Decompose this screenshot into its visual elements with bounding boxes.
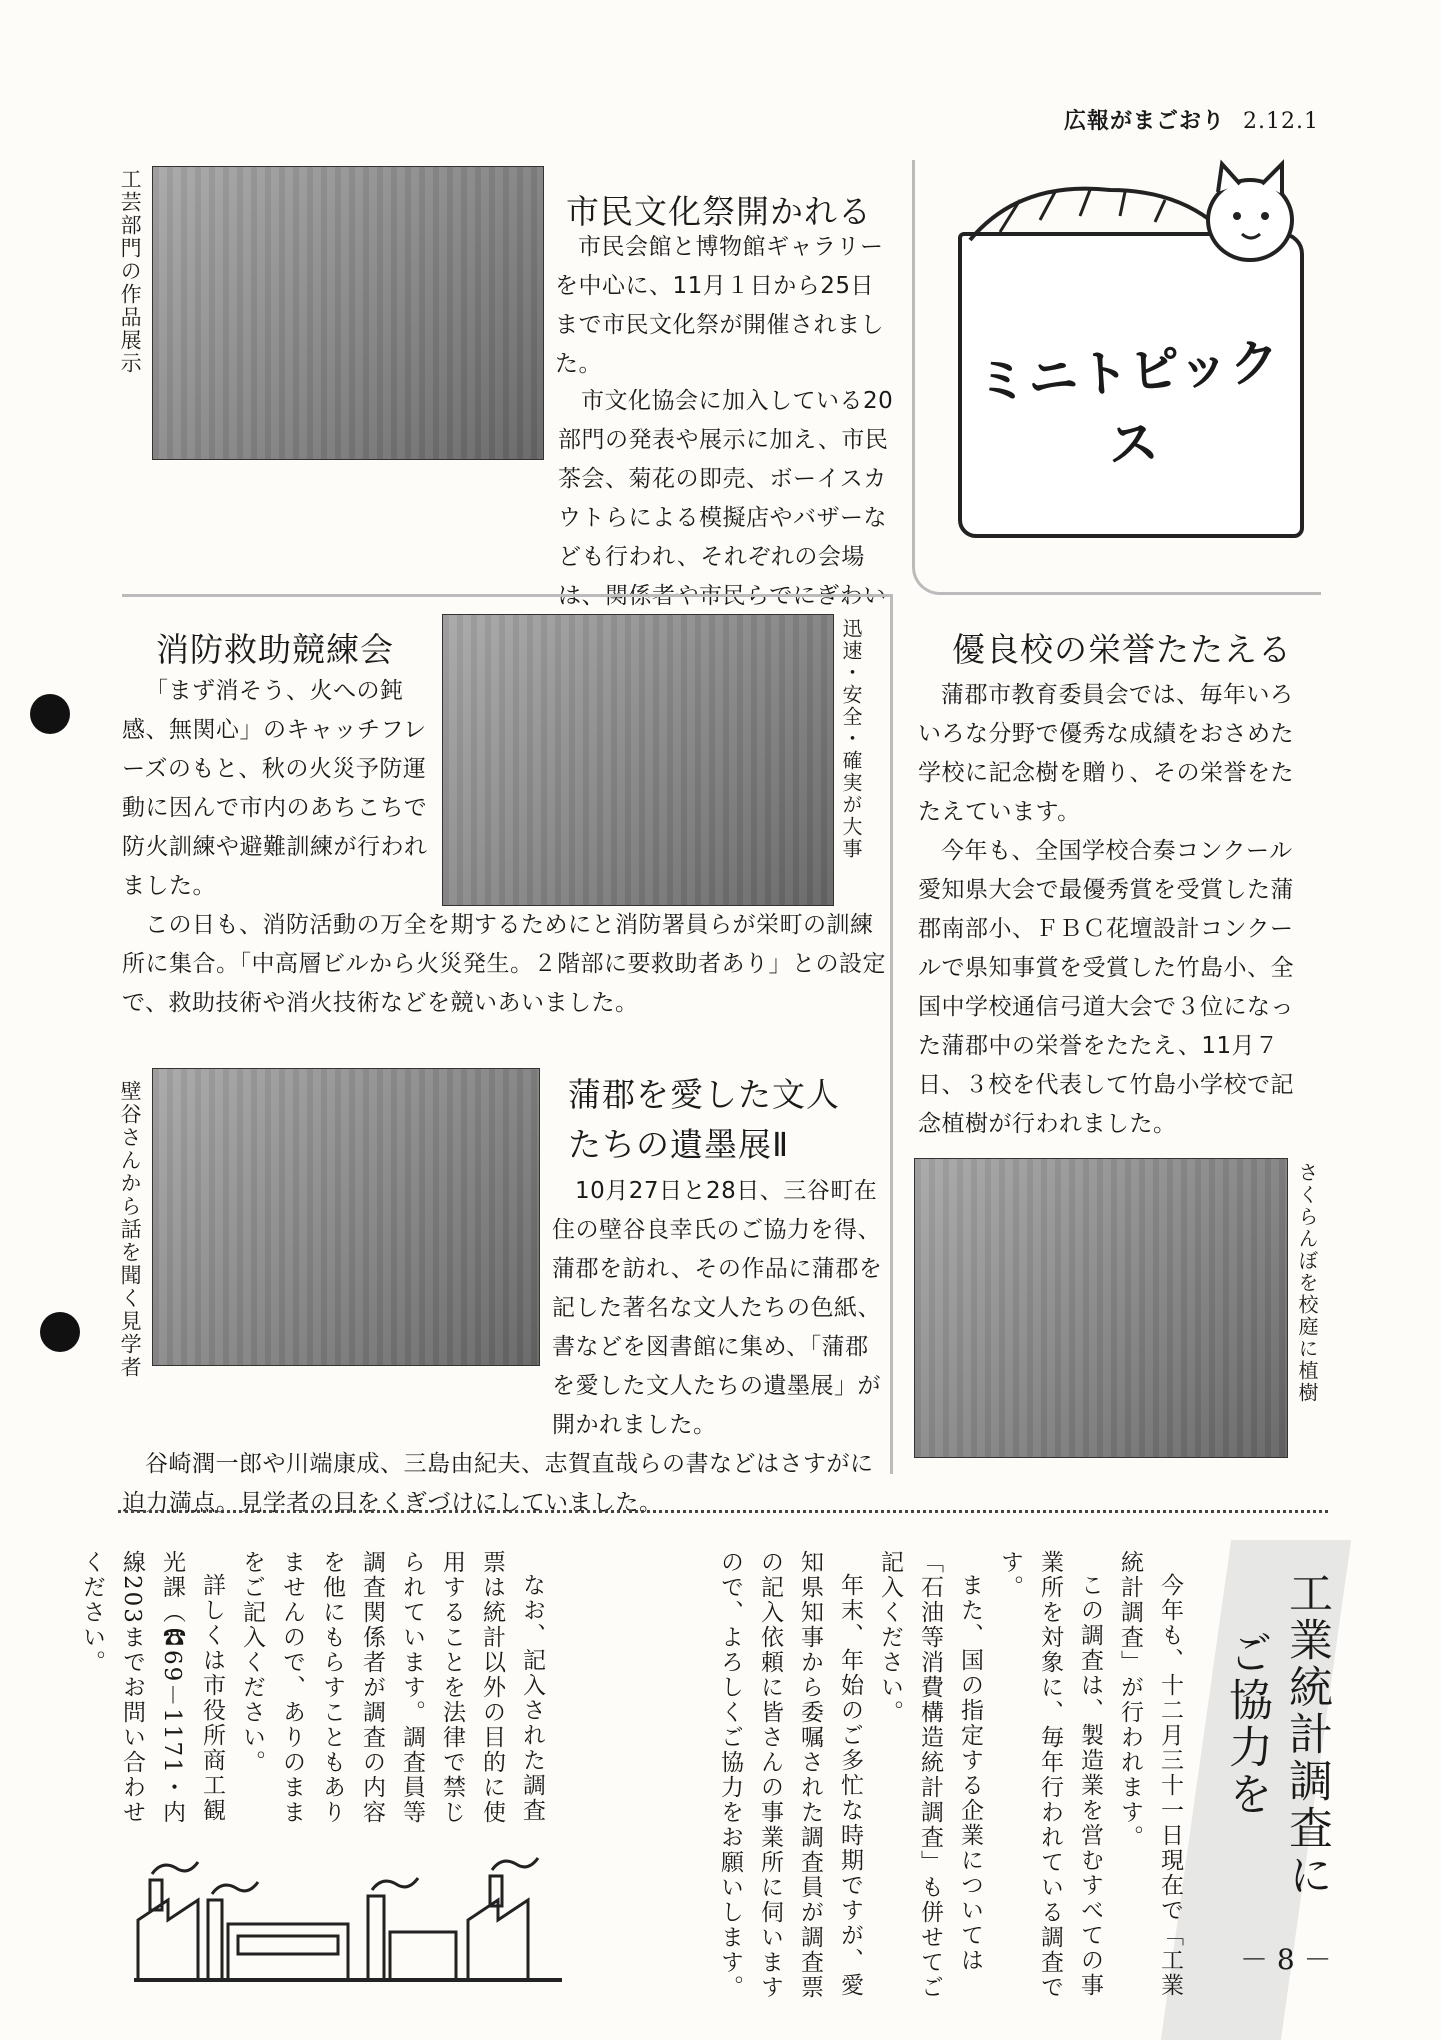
paragraph: この調査は、製造業を営むすべての事業所を対象に、毎年行われている調査です。: [997, 1550, 1103, 2000]
paragraph: なお、記入された調査票は統計以外の目的に使用することを法律で禁じられています。調査員等調査関係者が調査の内容を他にもらすこともありませんので、ありのままをご記入ください。: [239, 1550, 545, 1825]
title-line: たちの遺墨展Ⅱ: [568, 1125, 790, 1164]
article-body-fire-rescue-top: [122, 672, 432, 906]
page-header: [1064, 104, 1319, 135]
article-title-fire-rescue: 消防救助競練会: [156, 630, 394, 669]
binding-hole-top: [30, 694, 70, 734]
paragraph: 今年も、全国学校合奏コンクール愛知県大会で最優秀賞を受賞した蒲郡南部小、ＦＢＣ花壇設計コンクールで県知事賞を受賞した竹島小、全国中学校通信弓道大会で３位になった蒲郡中の栄誉をたたえ、11月７日、３校を代表して竹島小学校で記念植樹が行われました。: [918, 838, 1294, 1137]
article-body-excellent-schools: [918, 676, 1298, 1144]
paragraph: 「まず消そう、火への鈍感、無関心」のキャッチフレーズのもと、秋の火災予防運動に因んで市内のあちこちで防火訓練や避難訓練が行われました。: [122, 678, 428, 899]
paragraph: また、国の指定する企業については「石油等消費構造統計調査」も併せてご記入ください。: [877, 1550, 983, 2000]
article-body-industrial-survey-right: [560, 1550, 1190, 2005]
photo-caption-exhibition-visitors: 壁谷さんから話を聞く見学者: [118, 1080, 143, 1379]
binding-hole-bottom: [40, 1312, 80, 1352]
paragraph: 今年も、十二月三十一日現在で「工業統計調査」が行われます。: [1117, 1550, 1183, 1998]
article-title-excellent-schools: 優良校の栄誉たたえる: [952, 630, 1292, 669]
title-line: ご協力を: [1221, 1630, 1272, 1818]
paragraph: 蒲郡市教育委員会では、毎年いろいろな分野で優秀な成績をおさめた学校に記念樹を贈り、その栄誉をたたえています。: [918, 682, 1294, 825]
mini-topics-title: ミニトピックス: [975, 332, 1283, 475]
photo-caption-crafts: 工芸部門の作品展示: [118, 168, 143, 375]
photo-caption-tree-planting: さくらんぼを校庭に植樹: [1295, 1162, 1319, 1404]
article-body-calligraphy-exhibition: [122, 1172, 890, 1523]
mini-topics-box: [958, 232, 1304, 538]
paragraph: 市民会館と博物館ギャラリーを中心に、11月１日から25日まで市民文化祭が開催されました。: [555, 234, 884, 377]
article-body-industrial-survey-left: [79, 1550, 552, 1830]
article-title-culture-festival: 市民文化祭開かれる: [566, 192, 872, 231]
page-number: － 8 －: [1240, 1943, 1332, 1976]
factory-illustration-icon: [128, 1840, 568, 1990]
paragraph: 10月27日と28日、三谷町在住の壁谷良幸氏のご協力を得、蒲郡を訪れ、その作品に蒲郡を記した著名な文人たちの色紙、書などを図書館に集め、「蒲郡を愛した文人たちの遺墨展」が開かれました。: [552, 1178, 883, 1438]
article-body-culture-festival-top: [555, 228, 897, 384]
paragraph: 市文化協会に加入している20部門の発表や展示に加え、市民茶会、菊花の即売、ボーイスカウトらによる模擬店やバザーなども行われ、それぞれの会場は、関係者や市民らでにぎわい: [558, 388, 894, 609]
dotted-divider: [118, 1510, 1328, 1513]
paragraph: 谷崎潤一郎や川端康成、三島由紀夫、志賀直哉らの書などはさすがに迫力満点。見学者の目をくぎづけにしていました。: [122, 1451, 874, 1516]
title-line: 工業統計調査に: [1281, 1570, 1332, 1899]
photo-fire-rescue: [442, 614, 834, 906]
issue-date: 2.12.1: [1243, 109, 1319, 134]
article-body-fire-rescue-bottom: [122, 906, 890, 1023]
title-line: 蒲郡を愛した文人: [568, 1075, 840, 1114]
publication-title: 広報がまごおり: [1064, 109, 1226, 134]
paragraph: 詳しくは市役所商工観光課（☎69－1171・内線203までお問い合わせください。: [79, 1550, 225, 1825]
photo-caption-fire-rescue: 迅速・安全・確実が大事: [839, 618, 863, 860]
column-divider: [890, 594, 893, 1474]
photo-tree-planting: [914, 1158, 1288, 1458]
cat-illustration-icon: [960, 150, 1300, 270]
paragraph: 年末、年始のご多忙な時期ですが、愛知県知事から委嘱された調査員が調査票の記入依頼に皆さんの事業所に伺いますので、よろしくご協力をお願いします。: [717, 1550, 863, 2000]
article-title-calligraphy-exhibition: [568, 1070, 840, 1170]
section-divider: [122, 594, 892, 597]
paragraph: この日も、消防活動の万全を期するためにと消防署員らが栄町の訓練所に集合。「中高層ビルから火災発生。２階部に要救助者あり」との設定で、救助技術や消火技術などを競いあいました。: [122, 912, 886, 1016]
